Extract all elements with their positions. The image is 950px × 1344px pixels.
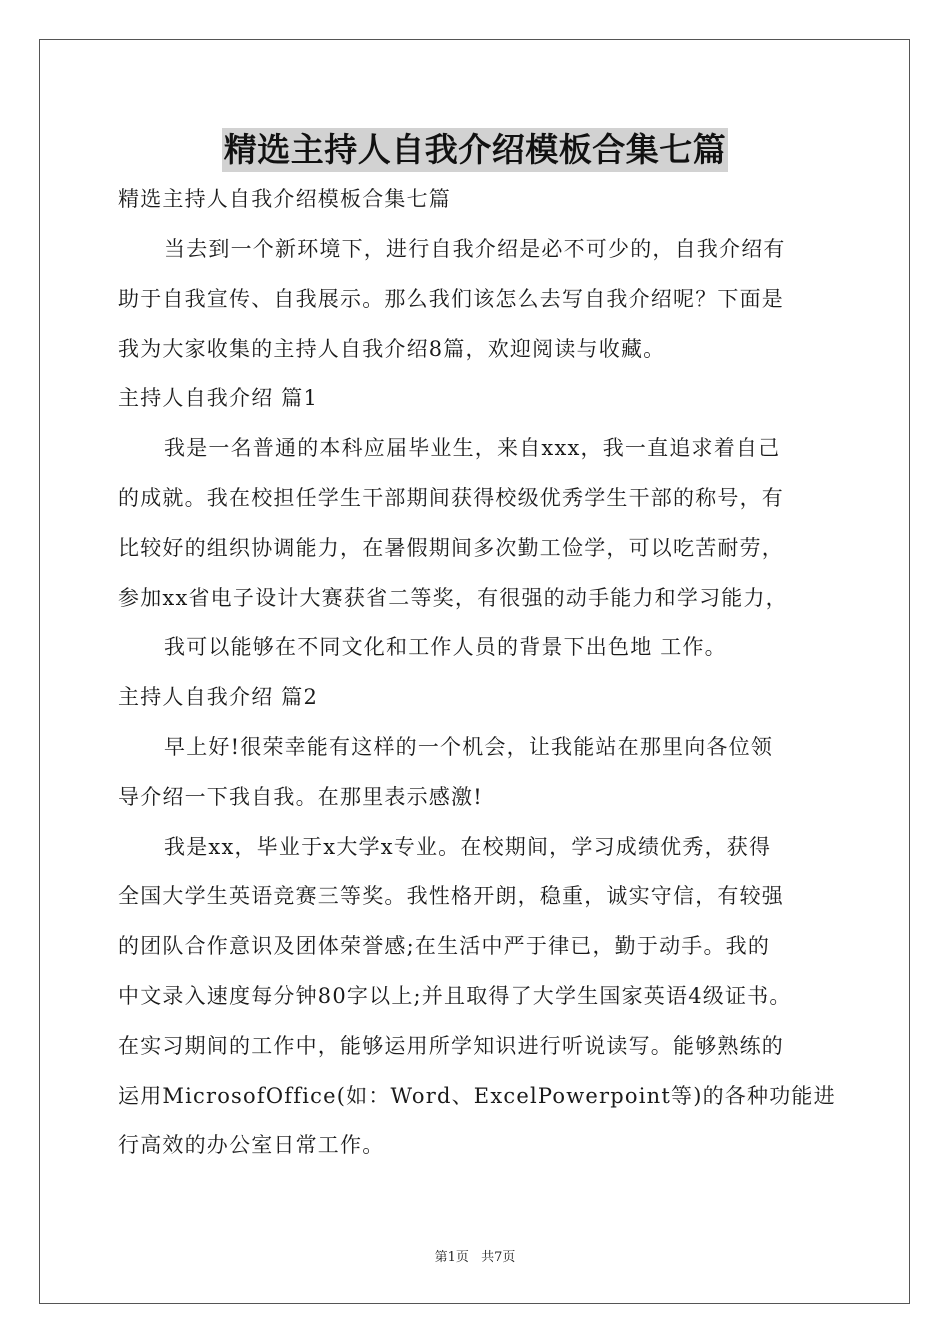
paragraph-line: 助于自我宣传、自我展示。那么我们该怎么去写自我介绍呢？下面是: [118, 287, 784, 311]
page-total: 共7页: [481, 1250, 516, 1265]
section-heading: 主持人自我介绍 篇1: [118, 386, 319, 410]
subtitle-line: 精选主持人自我介绍模板合集七篇: [118, 187, 451, 211]
document-title: 精选主持人自我介绍模板合集七篇: [222, 128, 729, 172]
paragraph-line: 我为大家收集的主持人自我介绍8篇，欢迎阅读与收藏。: [118, 337, 666, 361]
paragraph-line: 的团队合作意识及团体荣誉感;在生活中严于律已，勤于动手。我的: [118, 934, 771, 958]
paragraph-line: 在实习期间的工作中，能够运用所学知识进行听说读写。能够熟练的: [118, 1034, 784, 1058]
paragraph-line: 早上好!很荣幸能有这样的一个机会，让我能站在那里向各位领: [164, 735, 774, 759]
page-footer: [0, 1246, 950, 1265]
section-heading: 主持人自我介绍 篇2: [118, 685, 319, 709]
paragraph-line: 当去到一个新环境下，进行自我介绍是必不可少的，自我介绍有: [164, 237, 786, 261]
paragraph-line: 中文录入速度每分钟80字以上;并且取得了大学生国家英语4级证书。: [118, 984, 792, 1008]
document-title-wrap: [0, 128, 950, 172]
paragraph-line: 全国大学生英语竞赛三等奖。我性格开朗，稳重，诚实守信，有较强: [118, 884, 784, 908]
paragraph-line: 运用MicrosofOffice(如：Word、ExcelPowerpoint等)的各种功能进: [118, 1084, 836, 1108]
paragraph-line: 比较好的组织协调能力，在暑假期间多次勤工俭学，可以吃苦耐劳，: [118, 536, 784, 560]
paragraph-line: 我可以能够在不同文化和工作人员的背景下出色地 工作。: [164, 635, 727, 659]
page-number: 第1页: [434, 1250, 469, 1265]
paragraph-line: 我是xx，毕业于x大学x专业。在校期间，学习成绩优秀，获得: [164, 835, 772, 859]
paragraph-line: 的成就。我在校担任学生干部期间获得校级优秀学生干部的称号，有: [118, 486, 784, 510]
paragraph-line: 参加xx省电子设计大赛获省二等奖，有很强的动手能力和学习能力，: [118, 586, 788, 610]
page-border: [39, 39, 910, 1304]
paragraph-line: 导介绍一下我自我。在那里表示感激!: [118, 785, 483, 809]
paragraph-line: 行高效的办公室日常工作。: [118, 1133, 385, 1157]
paragraph-line: 我是一名普通的本科应届毕业生，来自xxx，我一直追求着自己: [164, 436, 781, 460]
